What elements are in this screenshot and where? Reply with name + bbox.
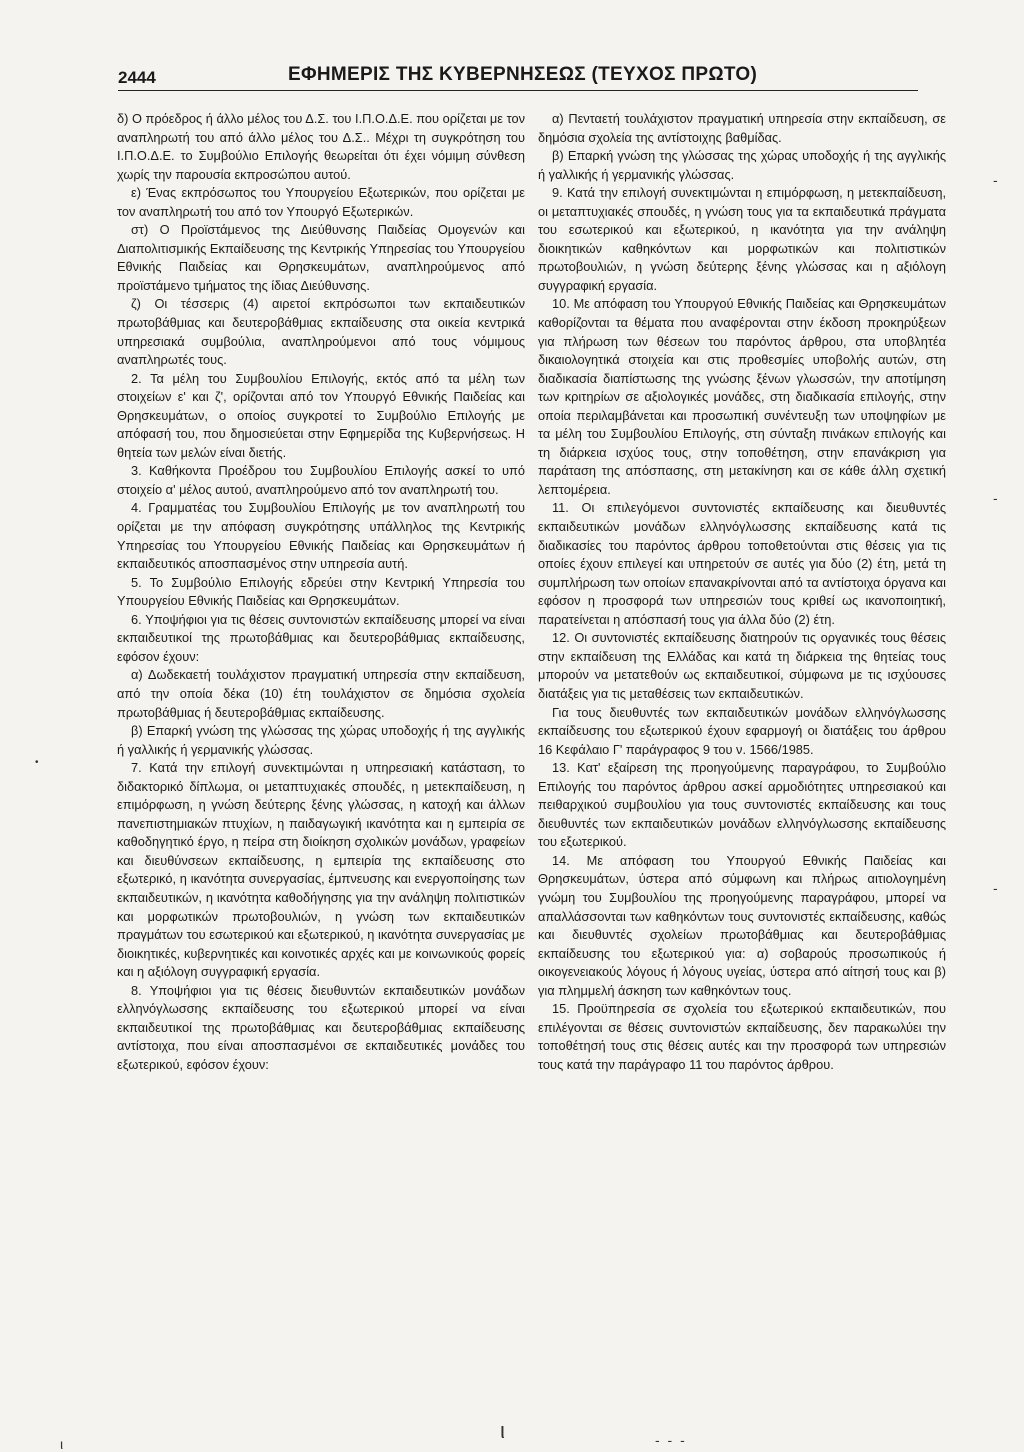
right-paragraph: 13. Κατ' εξαίρεση της προηγούμενης παραγράφου, το Συμβούλιο Επιλογής του παρόντος άρθρου ασκεί αρμοδιότητες υπηρεσιακού και πειθαρχικού συμβουλίου για τους συντονιστές εκπαίδευσης και τους διευθυντές των εκπαιδευτικών μονάδων ελληνόγλωσσης εκπαίδευσης του εξωτερικού. bbox=[538, 760, 946, 850]
left-column bbox=[117, 110, 525, 1074]
right-paragraph: 14. Με απόφαση του Υπουργού Εθνικής Παιδείας και Θρησκευμάτων, ύστερα από σύμφωνη και πλήρως αιτιολογημένη γνώμη του Συμβουλίου της προηγούμενης παραγράφου, μπορεί να απαλλάσσονται των καθηκόντων τους συντονιστές εκπαίδευσης, καθώς και διευθυντές σχολείων πρωτοβάθμιας και δευτεροβάθμιας εκπαίδευσης του εξωτερικού για: α) σοβαρούς προσωπικούς ή οικογενειακούς λόγους ή λόγους υγείας, ύστερα από αίτησή τους και β) για πλημμελή άσκηση των καθηκόντων τους. bbox=[538, 852, 946, 998]
margin-mark: - bbox=[993, 490, 998, 506]
right-paragraph: 10. Με απόφαση του Υπουργού Εθνικής Παιδείας και Θρησκευμάτων καθορίζονται τα θέματα που αναφέρονται στην έκδοση προκηρύξεων για πλήρωση των θέσεων του παρόντος άρθρου, στα υποβλητέα δικαιολογητικά στοιχεία και στις προθεσμίες υποβολής αυτών, στη διαδικασία διαπίστωσης της γνώσης ξένων γλωσσών, την αποτίμηση των κριτηρίων σε αξιολογικές μονάδες, στη διαδικασία επιλογής, στην οποία περιλαμβάνεται και προσωπική συνέντευξη των υποψηφίων με τα μέλη του Συμβουλίου Επιλογής, στη σύνταξη πινάκων επιλογής και τη διάρκεια ισχύος τους, στην τοποθέτηση, στην επανάκριση για παράταση της απόσπασης, στη μετακίνηση και σε κάθε άλλη σχετική λεπτομέρεια. bbox=[538, 296, 946, 497]
right-paragraph: Για τους διευθυντές των εκπαιδευτικών μονάδων ελληνόγλωσσης εκπαίδευσης του εξωτερικού έχουν εφαρμογή οι διατάξεις του άρθρου 16 Κεφάλαιο Γ' παράγραφος 9 του ν. 1566/1985. bbox=[538, 704, 946, 757]
left-paragraph: 5. Το Συμβούλιο Επιλογής εδρεύει στην Κεντρική Υπηρεσία του Υπουργείου Εθνικής Παιδείας και Θρησκευμάτων. bbox=[117, 574, 525, 609]
margin-mark: ι bbox=[60, 1436, 64, 1452]
left-paragraph: στ) Ο Προϊστάμενος της Διεύθυνσης Παιδείας Ομογενών και Διαπολιτισμικής Εκπαίδευσης της Κεντρικής Υπηρεσίας του Υπουργείου Εθνικής Παιδείας και Θρησκευμάτων, αναπληρούμενος από προϊστάμενο τμήματος της ίδιας Διεύθυνσης. bbox=[117, 222, 525, 293]
margin-mark: - - - bbox=[655, 1432, 687, 1448]
left-paragraph: 4. Γραμματέας του Συμβουλίου Επιλογής με τον αναπληρωτή του ορίζεται με την απόφαση συγκρότησης υπάλληλος της Κεντρικής Υπηρεσίας του Υπουργείου Εθνικής Παιδείας και Θρησκευμάτων ή εκπαιδευτικός αποσπασμένος στην υπηρεσία αυτή. bbox=[117, 500, 525, 572]
header-rule bbox=[118, 90, 918, 91]
margin-mark: ι bbox=[500, 1418, 505, 1443]
left-paragraph: β) Επαρκή γνώση της γλώσσας της χώρας υποδοχής ή της αγγλικής ή γαλλικής ή γερμανικής γλώσσας. bbox=[117, 723, 525, 757]
margin-mark: - bbox=[993, 880, 998, 896]
left-paragraph: 8. Υποψήφιοι για τις θέσεις διευθυντών εκπαιδευτικών μονάδων ελληνόγλωσσης εκπαίδευσης του εξωτερικού μπορεί να είναι εκπαιδευτικοί της πρωτοβάθμιας και δευτεροβάθμιας εκπαίδευσης αντίστοιχα, που είναι αποσπασμένοι σε εκπαιδευτικές μονάδες του εξωτερικού, εφόσον έχουν: bbox=[117, 982, 525, 1072]
right-paragraph: α) Πενταετή τουλάχιστον πραγματική υπηρεσία στην εκπαίδευση, σε δημόσια σχολεία της αντίστοιχης βαθμίδας. bbox=[538, 111, 946, 145]
left-paragraph: ζ) Οι τέσσερις (4) αιρετοί εκπρόσωποι των εκπαιδευτικών πρωτοβάθμιας και δευτεροβάθμιας εκπαίδευσης στα οικεία κεντρικά υπηρεσιακά συμβούλια, αναπληρούμενοι από τους νόμιμους αναπληρωτές τους. bbox=[117, 296, 525, 368]
right-paragraph: 12. Οι συντονιστές εκπαίδευσης διατηρούν τις οργανικές τους θέσεις στην εκπαίδευση της Ελλάδας και κατά τη διάρκεια της θητείας τους μπορούν να μετατεθούν ως εκπαιδευτικοί, σύμφωνα με τις ισχύουσες διατάξεις για τις μεταθέσεις των εκπαιδευτικών. bbox=[538, 630, 946, 701]
left-paragraph: δ) Ο πρόεδρος ή άλλο μέλος του Δ.Σ. του Ι.Π.Ο.Δ.Ε. που ορίζεται με τον αναπληρωτή του από άλλο μέλος του Δ.Σ.. Μέχρι τη συγκρότηση του Ι.Π.Ο.Δ.Ε. το Συμβούλιο Επιλογής θεωρείται ότι έχει νόμιμη σύνθεση χωρίς την παρουσία εκπροσώπου αυτού. bbox=[117, 111, 525, 182]
left-paragraph: ε) Ένας εκπρόσωπος του Υπουργείου Εξωτερικών, που ορίζεται με τον αναπληρωτή του από τον Υπουργό Εξωτερικών. bbox=[117, 185, 525, 219]
right-paragraph: 15. Προϋπηρεσία σε σχολεία του εξωτερικού εκπαιδευτικών, που επιλέγονται σε θέσεις συντονιστών εκπαίδευσης, δεν παρακωλύει την τοποθέτησή τους στις θέσεις αυτές και την προσφορά των υπηρεσιών τους κατά την παράγραφο 11 του παρόντος άρθρου. bbox=[538, 1001, 946, 1072]
margin-mark: - bbox=[993, 172, 998, 188]
page-number: 2444 bbox=[118, 68, 156, 87]
left-paragraph: 6. Υποψήφιοι για τις θέσεις συντονιστών εκπαίδευσης μπορεί να είναι εκπαιδευτικοί της πρωτοβάθμιας και δευτεροβάθμιας εκπαίδευσης, εφόσον έχουν: bbox=[117, 611, 525, 664]
left-paragraph: 7. Κατά την επιλογή συνεκτιμώνται η υπηρεσιακή κατάσταση, το διδακτορικό δίπλωμα, οι μεταπτυχιακές σπουδές, η μετεκπαίδευση, η επιμόρφωση, η γνώση δεύτερης ξένης γλώσσας, η κατοχή και άλλων πανεπιστημιακών πτυχίων, η παιδαγωγική ικανότητα και η εμπειρία σε καθοδηγητικό έργο, η πείρα στη διοίκηση σχολικών μονάδων, γραφείων και διευθύνσεων εκπαίδευσης, η εμπειρία της εκπαίδευσης στο εξωτερικό, η ικανότητα συνεργασίας, έμπνευσης και ενεργοποίησης των εκπαιδευτικών, η ικανότητα καθοδήγησης για την ανάληψη πολιτιστικών και μορφωτικών πρωτοβουλιών, η γνώση των εκπαιδευτικών πραγμάτων του εσωτερικού και εξωτερικού, η ικανότητα συνεργασίας με διοικητικές, κυβερνητικές και κοινοτικές αρχές και με κοινωνικούς φορείς και η αξιόλογη συγγραφική εργασία. bbox=[117, 760, 525, 980]
right-paragraph: 11. Οι επιλεγόμενοι συντονιστές εκπαίδευσης και διευθυντές εκπαιδευτικών μονάδων ελληνόγλωσσης εκπαίδευσης κατά τις διαδικασίες του παρόντος άρθρου τοποθετούνται στις θέσεις για τις οποίες έχουν επιλεγεί και υπηρετούν σε αυτές για δύο (2) έτη, μετά τη συμπλήρωση των οποίων επανακρίνονται από τα αντίστοιχα όργανα και εφόσον η προσφορά των υπηρεσιών τους κριθεί ως ικανοποιητική, παρατείνεται η απόσπασή τους για άλλα δύο (2) έτη. bbox=[538, 500, 946, 627]
left-paragraph: 3. Καθήκοντα Προέδρου του Συμβουλίου Επιλογής ασκεί το υπό στοιχείο α' μέλος αυτού, αναπληρούμενο από τον αναπληρωτή του. bbox=[117, 463, 525, 497]
right-column bbox=[538, 110, 946, 1074]
journal-title: ΕΦΗΜΕΡΙΣ ΤΗΣ ΚΥΒΕΡΝΗΣΕΩΣ (ΤΕΥΧΟΣ ΠΡΩΤΟ) bbox=[288, 64, 758, 85]
right-paragraph: β) Επαρκή γνώση της γλώσσας της χώρας υποδοχής ή της αγγλικής ή γαλλικής ή γερμανικής γλώσσας. bbox=[538, 148, 946, 182]
page-header bbox=[118, 60, 918, 90]
left-paragraph: 2. Τα μέλη του Συμβουλίου Επιλογής, εκτός από τα μέλη των στοιχείων ε' και ζ', ορίζονται από τον Υπουργό Εθνικής Παιδείας και Θρησκευμάτων, ο οποίος συγκροτεί το Συμβούλιο Επιλογής με απόφασή του, που δημοσιεύεται στην Εφημερίδα της Κυβερνήσεως. Η θητεία των μελών είναι διετής. bbox=[117, 370, 525, 460]
left-paragraph: α) Δωδεκαετή τουλάχιστον πραγματική υπηρεσία στην εκπαίδευση, από την οποία δέκα (10) έτη τουλάχιστον σε δημόσια σχολεία πρωτοβάθμιας ή δευτεροβάθμιας εκπαίδευσης. bbox=[117, 667, 525, 720]
right-paragraph: 9. Κατά την επιλογή συνεκτιμώνται η επιμόρφωση, η μετεκπαίδευση, οι μεταπτυχιακές σπουδές, η γνώση τους για τα εκπαιδευτικά πράγματα του εσωτερικού και εξωτερικού, η ικανότητα για την ανάληψη διοικητικών καθηκόντων και μορφωτικών και πολιτιστικών πρωτοβουλιών, η γνώση δεύτερης ξένης γλώσσας και η αξιόλογη συγγραφική εργασία. bbox=[538, 185, 946, 293]
margin-mark: • bbox=[35, 757, 39, 768]
